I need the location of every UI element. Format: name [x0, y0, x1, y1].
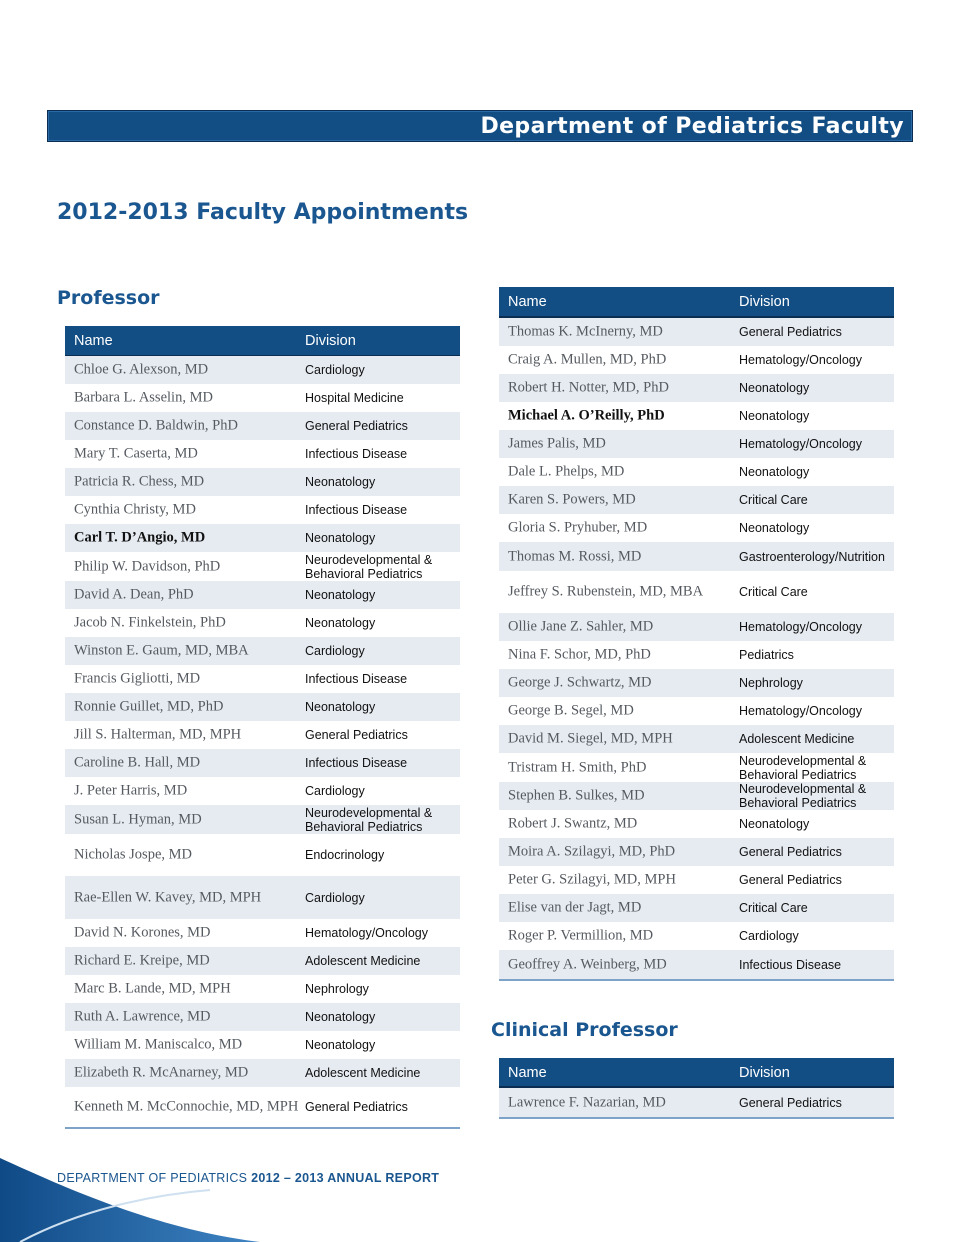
faculty-name: Michael A. O’Reilly, PhD	[508, 407, 665, 424]
faculty-division: Adolescent Medicine	[305, 954, 421, 968]
faculty-division: Hematology/Oncology	[739, 620, 862, 634]
faculty-name: Elise van der Jagt, MD	[508, 899, 642, 916]
faculty-name: Marc B. Lande, MD, MPH	[74, 980, 231, 997]
table-header	[499, 1058, 894, 1088]
decorative-swoosh	[0, 1150, 300, 1242]
faculty-name: Kenneth M. McConnochie, MD, MPH	[74, 1098, 299, 1115]
faculty-name: Ruth A. Lawrence, MD	[74, 1008, 211, 1025]
faculty-name: J. Peter Harris, MD	[74, 782, 188, 799]
table-row	[499, 402, 894, 430]
faculty-name: Thomas M. Rossi, MD	[508, 548, 642, 564]
table-row	[65, 637, 460, 665]
table-row	[499, 571, 894, 613]
faculty-name: Winston E. Gaum, MD, MBA	[74, 642, 249, 659]
faculty-division: Adolescent Medicine	[305, 1066, 421, 1080]
faculty-division: Neonatology	[305, 1038, 376, 1052]
faculty-division: Cardiology	[305, 644, 365, 658]
faculty-name: Carl T. D’Angio, MD	[74, 529, 206, 546]
table-row	[499, 374, 894, 402]
table-row	[65, 749, 460, 777]
faculty-division: Nephrology	[739, 676, 803, 690]
faculty-division: Neonatology	[305, 700, 376, 714]
faculty-division: Infectious Disease	[305, 756, 408, 770]
faculty-division: Neonatology	[305, 588, 376, 602]
faculty-name: Francis Gigliotti, MD	[74, 670, 201, 687]
faculty-division: Critical Care	[739, 901, 808, 915]
faculty-division: General Pediatrics	[739, 1095, 842, 1110]
faculty-division: General Pediatrics	[305, 728, 408, 742]
clinical-professor-table	[499, 1058, 894, 1119]
faculty-division: Cardiology	[305, 784, 365, 798]
faculty-name: Ollie Jane Z. Sahler, MD	[508, 618, 654, 635]
faculty-name: David M. Siegel, MD, MPH	[508, 730, 673, 747]
table-row	[65, 777, 460, 805]
faculty-name: Rae-Ellen W. Kavey, MD, MPH	[74, 889, 262, 905]
table-row	[499, 697, 894, 725]
faculty-name: Jacob N. Finkelstein, PhD	[74, 614, 226, 631]
table-bottom-rule	[499, 1117, 894, 1119]
table-row	[65, 919, 460, 947]
division-column-header: Division	[305, 333, 356, 349]
table-row	[65, 609, 460, 637]
table-row	[65, 947, 460, 975]
faculty-name: Tristram H. Smith, PhD	[508, 759, 647, 775]
faculty-name: Lawrence F. Nazarian, MD	[508, 1094, 666, 1110]
faculty-name: Moira A. Szilagyi, MD, PhD	[508, 843, 676, 860]
faculty-name: George J. Schwartz, MD	[508, 674, 652, 691]
faculty-name: Gloria S. Pryhuber, MD	[508, 519, 648, 536]
faculty-name: Stephen B. Sulkes, MD	[508, 787, 645, 804]
name-column-header: Name	[508, 1065, 547, 1081]
table-row	[499, 486, 894, 514]
table-row	[499, 346, 894, 374]
faculty-name: Patricia R. Chess, MD	[74, 473, 205, 490]
table-row	[65, 693, 460, 721]
faculty-division: General Pediatrics	[739, 873, 842, 887]
table-row	[499, 782, 894, 810]
faculty-division: Infectious Disease	[305, 503, 408, 517]
table-row	[499, 1088, 894, 1117]
name-column-header: Name	[508, 294, 547, 310]
table-row	[65, 805, 460, 834]
faculty-name: Richard E. Kreipe, MD	[74, 952, 210, 969]
professor-heading: Professor	[57, 287, 160, 309]
table-row	[65, 1087, 460, 1127]
faculty-name: Susan L. Hyman, MD	[74, 811, 202, 827]
faculty-division: Infectious Disease	[305, 672, 408, 686]
faculty-name: Peter G. Szilagyi, MD, MPH	[508, 871, 676, 888]
table-row	[65, 496, 460, 524]
table-row	[65, 721, 460, 749]
faculty-division: Cardiology	[305, 363, 365, 377]
table-row	[499, 894, 894, 922]
professor-table-left	[65, 326, 460, 1129]
footer-prefix: DEPARTMENT OF PEDIATRICS	[57, 1171, 252, 1185]
table-row	[499, 669, 894, 697]
faculty-division: General Pediatrics	[305, 1100, 408, 1114]
table-row	[65, 1031, 460, 1059]
faculty-name: Philip W. Davidson, PhD	[74, 558, 221, 574]
faculty-name: Geoffrey A. Weinberg, MD	[508, 956, 667, 972]
faculty-division: Neonatology	[305, 616, 376, 630]
faculty-name: Nicholas Jospe, MD	[74, 846, 193, 863]
table-row	[65, 524, 460, 552]
table-header	[65, 326, 460, 357]
table-row	[65, 876, 460, 919]
name-column-header: Name	[74, 333, 113, 349]
table-row	[65, 975, 460, 1003]
faculty-division: General Pediatrics	[739, 325, 842, 339]
table-row	[499, 318, 894, 346]
faculty-division: Neonatology	[739, 817, 810, 831]
table-row	[499, 542, 894, 571]
faculty-name: James Palis, MD	[508, 435, 606, 452]
faculty-division: Cardiology	[739, 929, 799, 943]
faculty-division: Endocrinology	[305, 848, 385, 862]
faculty-name: William M. Maniscalco, MD	[74, 1036, 243, 1053]
table-row	[499, 866, 894, 894]
faculty-division: Infectious Disease	[739, 957, 842, 972]
table-row	[499, 810, 894, 838]
faculty-name: Nina F. Schor, MD, PhD	[508, 646, 651, 663]
faculty-division: Cardiology	[305, 890, 365, 905]
table-bottom-rule	[65, 1127, 460, 1129]
faculty-name: David N. Korones, MD	[74, 924, 211, 941]
faculty-name: Constance D. Baldwin, PhD	[74, 417, 238, 434]
page-footer	[57, 1171, 439, 1185]
table-row	[499, 430, 894, 458]
division-column-header: Division	[739, 1065, 790, 1081]
table-row	[65, 581, 460, 609]
faculty-division: Adolescent Medicine	[739, 732, 855, 746]
table-row	[65, 468, 460, 496]
faculty-name: Jill S. Halterman, MD, MPH	[74, 726, 242, 743]
faculty-name: Thomas K. McInerny, MD	[508, 323, 663, 340]
faculty-name: Craig A. Mullen, MD, PhD	[508, 351, 667, 368]
faculty-name: George B. Segel, MD	[508, 702, 634, 719]
faculty-division: Neonatology	[739, 521, 810, 535]
table-bottom-rule	[499, 979, 894, 981]
faculty-division: Neurodevelopmental & Behavioral Pediatrics	[739, 782, 867, 810]
table-row	[499, 922, 894, 950]
faculty-division: Neonatology	[305, 531, 376, 545]
table-row	[65, 1003, 460, 1031]
table-row	[499, 950, 894, 979]
page-title: 2012-2013 Faculty Appointments	[57, 200, 469, 225]
faculty-division: Hematology/Oncology	[739, 437, 862, 451]
faculty-division: Infectious Disease	[305, 447, 408, 461]
table-row	[65, 1059, 460, 1087]
professor-table-right	[499, 287, 894, 981]
faculty-name: Chloe G. Alexson, MD	[74, 361, 209, 378]
faculty-name: Elizabeth R. McAnarney, MD	[74, 1064, 249, 1081]
table-row	[499, 753, 894, 782]
faculty-division: Hematology/Oncology	[739, 353, 862, 367]
faculty-division: Neurodevelopmental & Behavioral Pediatrics	[739, 753, 867, 782]
faculty-name: Robert H. Notter, MD, PhD	[508, 379, 669, 396]
faculty-name: Robert J. Swantz, MD	[508, 815, 638, 832]
faculty-name: Jeffrey S. Rubenstein, MD, MBA	[508, 583, 704, 600]
faculty-name: Ronnie Guillet, MD, PhD	[74, 698, 224, 715]
table-row	[65, 384, 460, 412]
faculty-name: Mary T. Caserta, MD	[74, 445, 198, 462]
faculty-division: General Pediatrics	[739, 845, 842, 859]
faculty-division: Hematology/Oncology	[305, 926, 428, 940]
division-column-header: Division	[739, 294, 790, 310]
faculty-division: Neurodevelopmental & Behavioral Pediatrics	[305, 805, 433, 834]
faculty-division: Hematology/Oncology	[739, 704, 862, 718]
faculty-name: David A. Dean, PhD	[74, 586, 194, 603]
faculty-name: Karen S. Powers, MD	[508, 491, 636, 508]
faculty-name: Roger P. Vermillion, MD	[508, 927, 654, 944]
faculty-division: Critical Care	[739, 585, 808, 599]
footer-suffix: 2012 – 2013 ANNUAL REPORT	[251, 1171, 440, 1185]
table-row	[499, 458, 894, 486]
faculty-name: Caroline B. Hall, MD	[74, 754, 201, 771]
faculty-division: Hospital Medicine	[305, 391, 404, 405]
faculty-division: Neonatology	[739, 465, 810, 479]
table-row	[65, 552, 460, 581]
faculty-division: Neonatology	[305, 475, 376, 489]
faculty-division: Neonatology	[739, 381, 810, 395]
faculty-division: Gastroenterology/Nutrition	[739, 549, 885, 564]
faculty-name: Cynthia Christy, MD	[74, 501, 196, 518]
table-row	[65, 665, 460, 693]
table-row	[499, 838, 894, 866]
table-row	[65, 440, 460, 468]
faculty-division: Neurodevelopmental & Behavioral Pediatrics	[305, 552, 433, 581]
banner-title: Department of Pediatrics Faculty	[480, 114, 904, 139]
faculty-division: Nephrology	[305, 982, 369, 996]
table-row	[65, 356, 460, 384]
faculty-division: Critical Care	[739, 493, 808, 507]
faculty-division: Neonatology	[305, 1010, 376, 1024]
faculty-name: Barbara L. Asselin, MD	[74, 389, 213, 406]
table-row	[65, 412, 460, 440]
faculty-division: Neonatology	[739, 409, 810, 423]
faculty-division: Pediatrics	[739, 648, 794, 662]
faculty-division: General Pediatrics	[305, 419, 408, 433]
faculty-name: Dale L. Phelps, MD	[508, 463, 625, 480]
table-row	[499, 613, 894, 641]
table-row	[65, 834, 460, 876]
department-banner	[47, 110, 913, 142]
table-row	[499, 514, 894, 542]
clinical-professor-heading: Clinical Professor	[491, 1019, 678, 1041]
table-row	[499, 725, 894, 753]
table-header	[499, 287, 894, 318]
table-row	[499, 641, 894, 669]
